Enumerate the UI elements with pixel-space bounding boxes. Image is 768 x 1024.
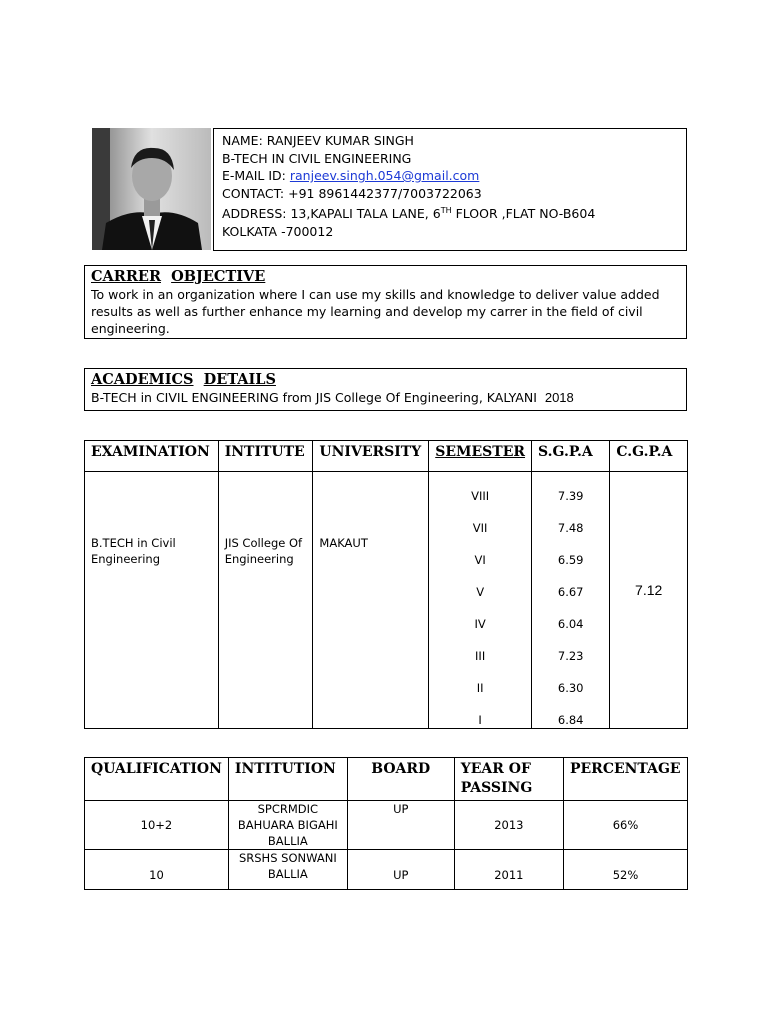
degree-line: B-TECH IN CIVIL ENGINEERING (222, 150, 412, 166)
semester-item: I (478, 713, 482, 727)
sgpa-item: 6.67 (557, 585, 584, 599)
header-university: UNIVERSITY (313, 441, 429, 472)
sgpa-item: 6.30 (557, 681, 584, 695)
career-objective-section (84, 265, 687, 339)
header-board: BOARD (347, 758, 454, 801)
percentage-cell: 52% (563, 850, 687, 890)
university-cell: MAKAUT (313, 472, 429, 729)
sgpa-item: 7.39 (557, 489, 584, 503)
header-cgpa: C.G.P.A (610, 441, 688, 472)
sgpa-item: 6.04 (557, 617, 584, 631)
semester-table-header (85, 441, 688, 472)
city-line: KOLKATA -700012 (222, 223, 334, 239)
table-row (85, 850, 688, 890)
email-line (222, 167, 678, 185)
qualification-table (84, 757, 688, 890)
header-institute: INTITUTE (218, 441, 313, 472)
academics-text: B-TECH in CIVIL ENGINEERING from JIS College Of Engineering, KALYANI 2018 (91, 390, 574, 405)
contact-line: CONTACT: +91 8961442377/7003722063 (222, 185, 482, 201)
year-cell: 2013 (454, 801, 563, 850)
semester-item: VII (472, 521, 488, 535)
table-row (85, 801, 688, 850)
contact-info-box (213, 128, 687, 251)
header-qualification: QUALIFICATION (85, 758, 229, 801)
email-label: E-MAIL ID: (222, 168, 290, 183)
semester-item: IV (474, 617, 486, 631)
institution-cell: SRSHS SONWANI BALLIA (228, 850, 347, 890)
sgpa-list (532, 488, 609, 728)
sgpa-item: 6.59 (557, 553, 584, 567)
semester-item: VIII (471, 489, 490, 503)
percentage-cell: 66% (563, 801, 687, 850)
semester-item: VI (474, 553, 486, 567)
sgpa-item: 6.84 (557, 713, 584, 727)
header-sgpa: S.G.P.A (532, 441, 610, 472)
qualification-cell: 10+2 (85, 801, 229, 850)
academics-section (84, 368, 687, 411)
semester-list (429, 488, 531, 728)
header-examination: EXAMINATION (85, 441, 219, 472)
institute-cell: JIS College Of Engineering (218, 472, 313, 729)
sgpa-cell (532, 472, 610, 729)
semester-table-row (85, 472, 688, 729)
institution-cell: SPCRMDIC BAHUARA BIGAHI BALLIA (228, 801, 347, 850)
academics-title: ACADEMICS DETAILS (91, 371, 276, 388)
name-line: NAME: RANJEEV KUMAR SINGH (222, 133, 414, 148)
qualification-table-header (85, 758, 688, 801)
profile-photo (92, 128, 211, 250)
examination-cell: B.TECH in Civil Engineering (85, 472, 219, 729)
header-percentage: PERCENTAGE (563, 758, 687, 801)
semester-item: II (476, 681, 484, 695)
semester-item: V (476, 585, 485, 599)
semester-table (84, 440, 688, 729)
cgpa-cell: 7.12 (610, 472, 688, 729)
year-cell: 2011 (454, 850, 563, 890)
semester-item: III (475, 649, 486, 663)
qualification-cell: 10 (85, 850, 229, 890)
career-objective-title: CARRER OBJECTIVE (91, 268, 266, 285)
sgpa-item: 7.48 (557, 521, 584, 535)
sgpa-item: 7.23 (557, 649, 584, 663)
header-institution: INTITUTION (228, 758, 347, 801)
board-cell: UP (347, 850, 454, 890)
header-year-of-passing: YEAR OF PASSING (454, 758, 563, 801)
email-link[interactable]: ranjeev.singh.054@gmail.com (289, 168, 480, 183)
semester-cell (429, 472, 532, 729)
header-semester: SEMESTER (429, 441, 532, 472)
address-line: ADDRESS: 13,KAPALI TALA LANE, 6TH FLOOR ,FLAT NO-B604 (222, 206, 596, 222)
career-objective-text: To work in an organization where I can use my skills and knowledge to deliver value added results as well as further enhance my learning and develop my carrer in the field of civil engineering. (91, 287, 660, 336)
board-cell: UP (347, 801, 454, 850)
